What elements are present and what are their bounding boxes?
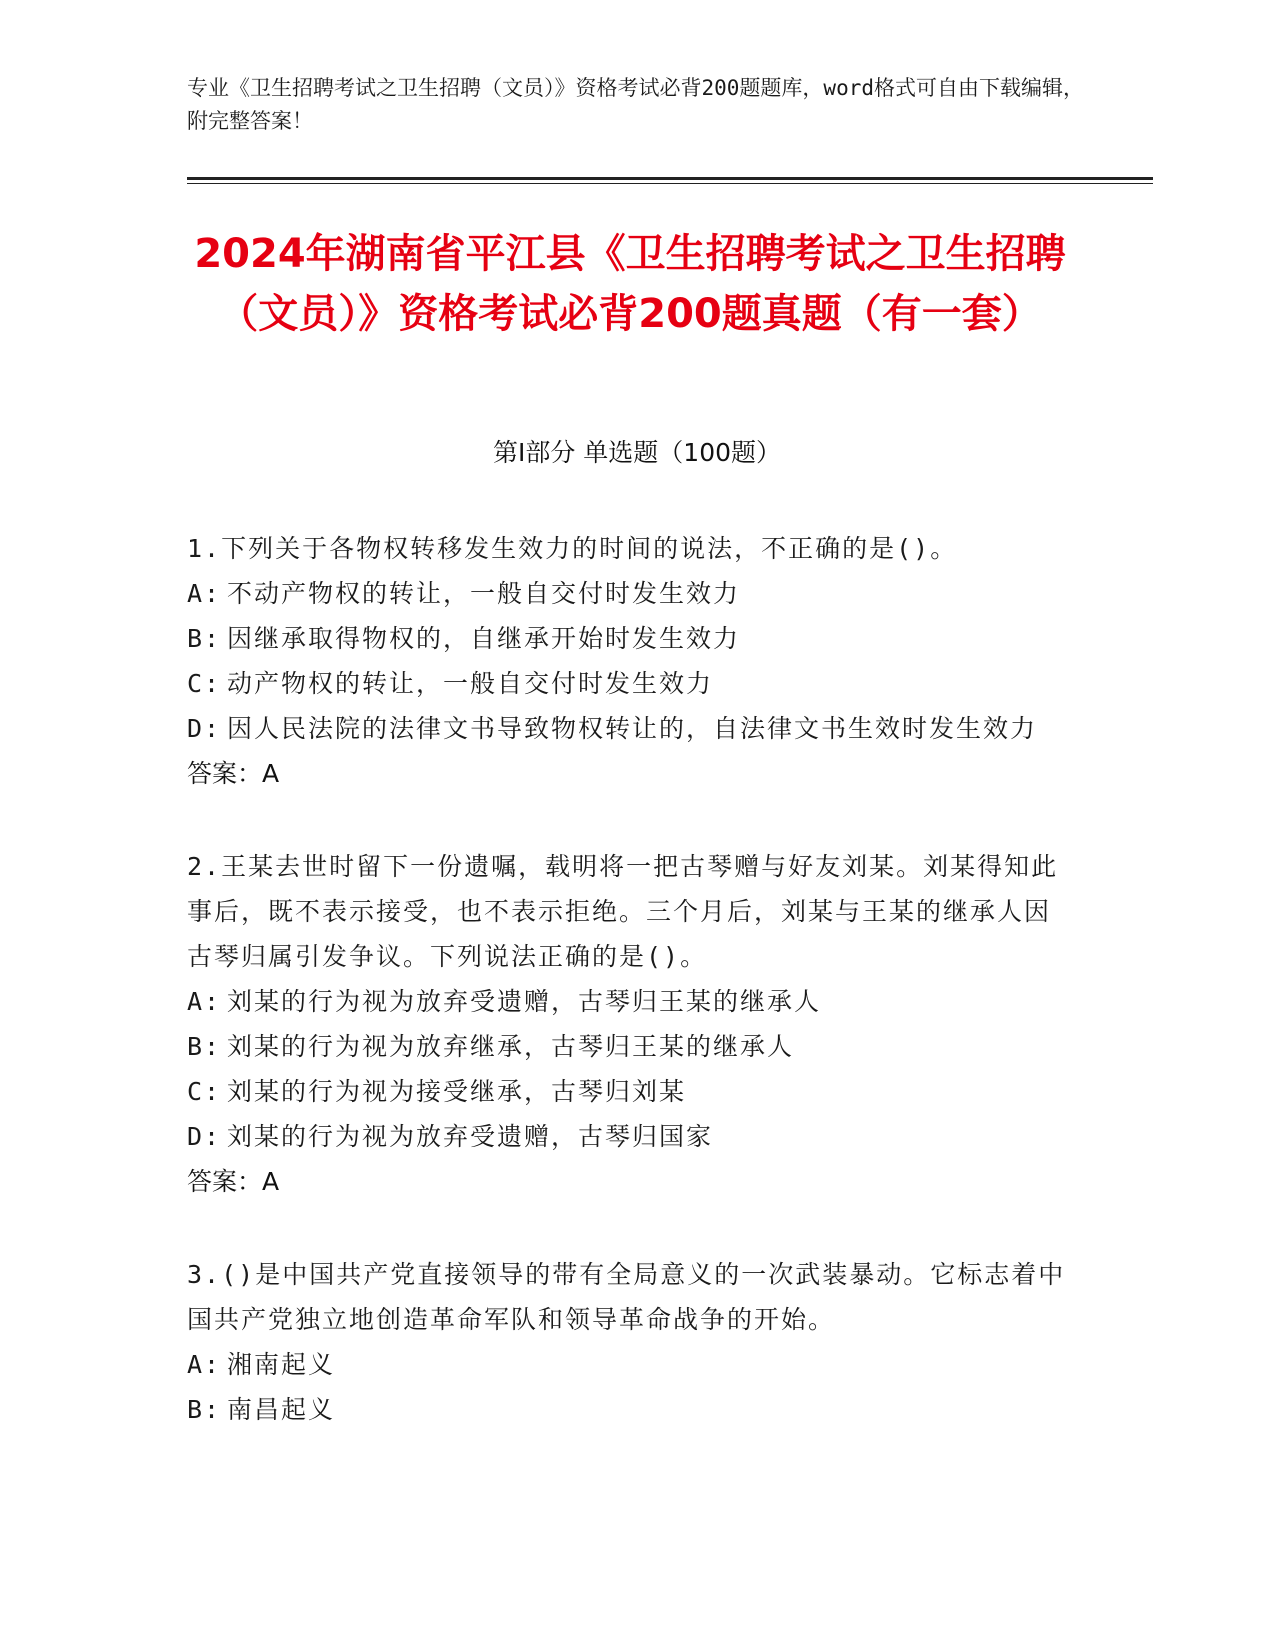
option-key: C: [187, 669, 222, 698]
option-text: 刘某的行为视为放弃受遗赠，古琴归王某的继承人 [227, 987, 822, 1016]
option-b [187, 1387, 1077, 1432]
option-a [187, 1342, 1077, 1387]
option-c [187, 1069, 1077, 1114]
answer-label: 答案： [187, 1167, 263, 1196]
answer-label: 答案： [187, 759, 263, 788]
option-d [187, 1114, 1077, 1159]
question-stem: 1.下列关于各物权转移发生效力的时间的说法，不正确的是()。 [187, 534, 958, 563]
question-2 [187, 844, 1077, 1204]
answer-line [187, 1159, 1077, 1204]
option-c [187, 661, 1077, 706]
option-text: 动产物权的转让，一般自交付时发生效力 [227, 669, 714, 698]
option-text: 湘南起义 [227, 1350, 336, 1379]
answer-line [187, 751, 1077, 796]
option-text: 因人民法院的法律文书导致物权转让的，自法律文书生效时发生效力 [227, 714, 1038, 743]
question-3 [187, 1252, 1077, 1432]
document-title: 2024年湖南省平江县《卫生招聘考试之卫生招聘（文员）》资格考试必背200题真题（有一套） [194, 231, 1066, 337]
option-key: A: [187, 1350, 222, 1379]
header-rule-thick [187, 177, 1153, 180]
option-text: 因继承取得物权的，自继承开始时发生效力 [227, 624, 741, 653]
option-key: A: [187, 987, 222, 1016]
option-text: 刘某的行为视为放弃继承，古琴归王某的继承人 [227, 1032, 795, 1061]
option-key: D: [187, 714, 222, 743]
option-key: A: [187, 579, 222, 608]
option-a [187, 571, 1077, 616]
option-a [187, 979, 1077, 1024]
option-text: 不动产物权的转让，一般自交付时发生效力 [227, 579, 741, 608]
question-stem: 2.王某去世时留下一份遗嘱，载明将一把古琴赠与好友刘某。刘某得知此事后，既不表示接受，也不表示拒绝。三个月后，刘某与王某的继承人因古琴归属引发争议。下列说法正确的是()。 [187, 852, 1059, 971]
header-note: 专业《卫生招聘考试之卫生招聘（文员）》资格考试必背200题题库，word格式可自由下载编辑，附完整答案！ [187, 76, 1084, 133]
question-list [187, 526, 1077, 1480]
option-b [187, 1024, 1077, 1069]
option-key: B: [187, 1395, 222, 1424]
option-key: B: [187, 1032, 222, 1061]
option-b [187, 616, 1077, 661]
option-d [187, 706, 1077, 751]
header-rule-thin [187, 183, 1153, 184]
option-key: B: [187, 624, 222, 653]
section-heading: 第I部分 单选题（100题） [492, 438, 782, 467]
option-text: 刘某的行为视为放弃受遗赠，古琴归国家 [227, 1122, 714, 1151]
question-1 [187, 526, 1077, 796]
answer-value: A [262, 759, 280, 788]
option-key: D: [187, 1122, 222, 1151]
option-text: 刘某的行为视为接受继承，古琴归刘某 [227, 1077, 687, 1106]
question-stem: 3.()是中国共产党直接领导的带有全局意义的一次武装暴动。它标志着中国共产党独立地创造革命军队和领导革命战争的开始。 [187, 1260, 1066, 1334]
answer-value: A [262, 1167, 280, 1196]
option-key: C: [187, 1077, 222, 1106]
option-text: 南昌起义 [227, 1395, 336, 1424]
